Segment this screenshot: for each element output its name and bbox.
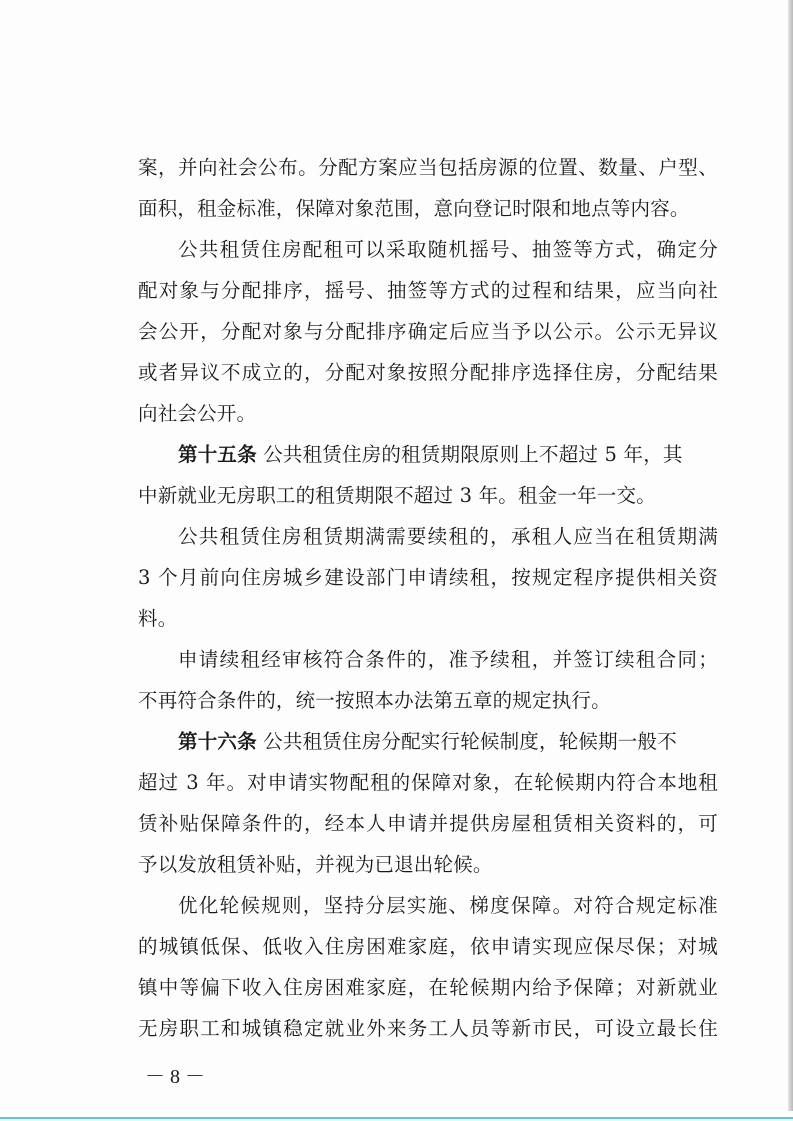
paragraph-line: 或者异议不成立的，分配对象按照分配排序选择住房，分配结果 <box>138 361 718 384</box>
paragraph-line: 无房职工和城镇稳定就业外来务工人员等新市民，可设立最长住 <box>138 1017 718 1040</box>
scan-bottom-edge <box>0 1111 793 1121</box>
article-text: 公共租赁住房的租赁期限原则上不超过 5 年，其 <box>256 443 683 466</box>
paragraph-line: 案，并向社会公布。分配方案应当包括房源的位置、数量、户型、 <box>138 156 718 179</box>
article-16-line <box>178 730 718 754</box>
page-number: － 8 － <box>145 1066 205 1088</box>
paragraph-line: 3 个月前向住房城乡建设部门申请续租，按规定程序提供相关资 <box>138 566 718 589</box>
paragraph-line: 予以发放租赁补贴，并视为已退出轮候。 <box>138 853 493 876</box>
paragraph-line: 向社会公开。 <box>138 402 257 425</box>
paragraph-line: 公共租赁住房租赁期满需要续租的，承租人应当在租赁期满 <box>178 525 718 548</box>
article-heading: 第十五条 <box>178 443 257 466</box>
paragraph-line: 料。 <box>138 607 178 630</box>
paragraph-line: 申请续租经审核符合条件的，准予续租，并签订续租合同； <box>178 648 718 671</box>
paragraph-line: 赁补贴保障条件的，经本人申请并提供房屋租赁相关资料的，可 <box>138 812 718 835</box>
paragraph-line: 的城镇低保、低收入住房困难家庭，依申请实现应保尽保；对城 <box>138 935 718 958</box>
paragraph-line: 配对象与分配排序，摇号、抽签等方式的过程和结果，应当向社 <box>138 279 718 302</box>
paragraph-line: 公共租赁住房配租可以采取随机摇号、抽签等方式，确定分 <box>178 238 718 261</box>
paragraph-line: 镇中等偏下收入住房困难家庭，在轮候期内给予保障；对新就业 <box>138 976 718 999</box>
paragraph-line: 优化轮候规则，坚持分层实施、梯度保障。对符合规定标准 <box>178 894 718 917</box>
paragraph-line: 面积，租金标准，保障对象范围，意向登记时限和地点等内容。 <box>138 197 690 220</box>
paragraph-line: 不再符合条件的，统一按照本办法第五章的规定执行。 <box>138 689 611 712</box>
paragraph-line: 中新就业无房职工的租赁期限不超过 3 年。租金一年一交。 <box>138 484 656 507</box>
scan-right-edge <box>788 0 793 1121</box>
article-15-line <box>178 443 718 467</box>
article-text: 公共租赁住房分配实行轮候制度，轮候期一般不 <box>256 730 677 753</box>
paragraph-line: 超过 3 年。对申请实物配租的保障对象，在轮候期内符合本地租 <box>138 771 718 794</box>
article-heading: 第十六条 <box>178 730 257 753</box>
paragraph-line: 会公开，分配对象与分配排序确定后应当予以公示。公示无异议 <box>138 320 718 343</box>
